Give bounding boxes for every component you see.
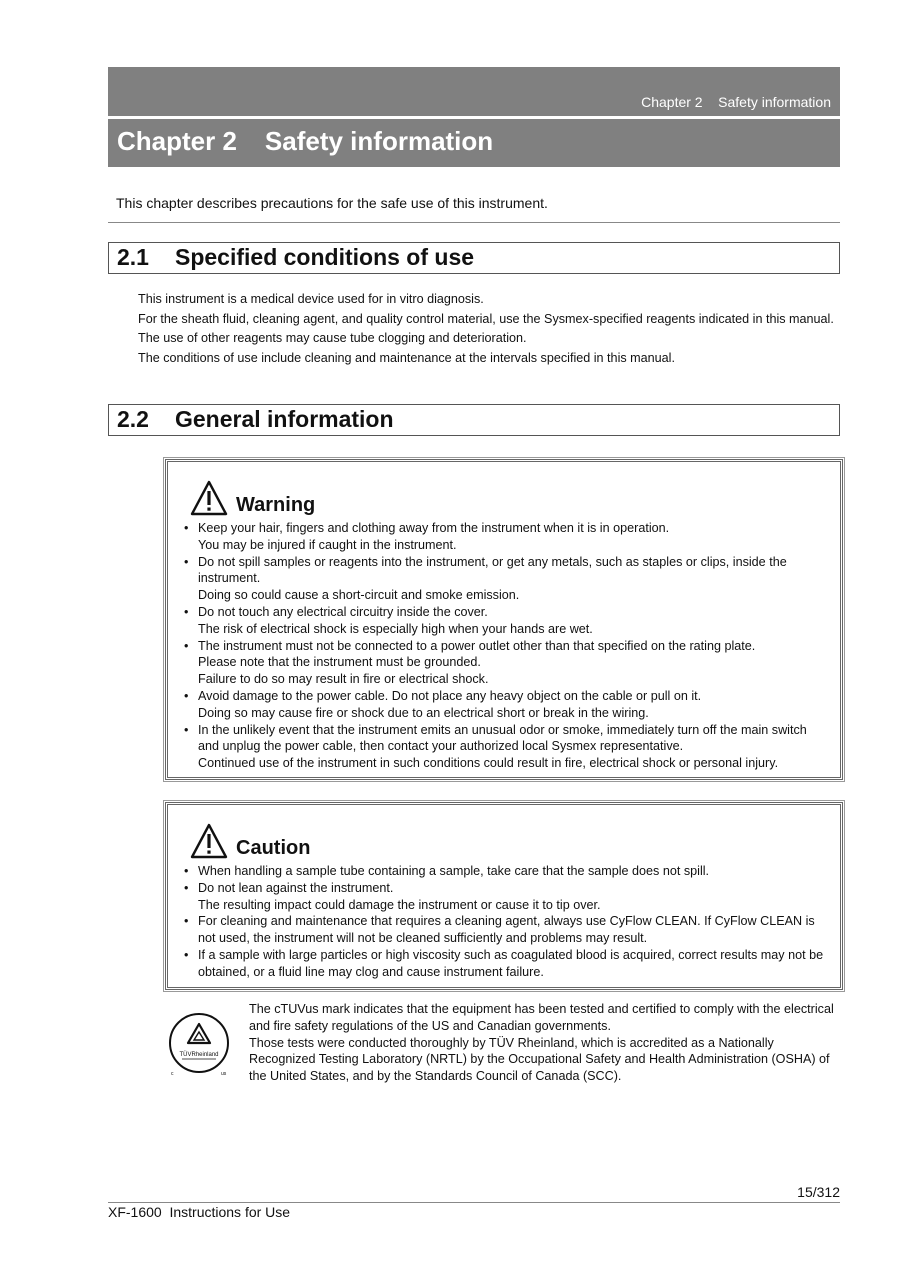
list-item: • Avoid damage to the power cable. Do not place any heavy object on the cable or pull on it. Doing so may cause fire or shock due to an electrical short or break in the wiring. [182,688,830,722]
warning-list [182,520,830,772]
section-number: 2.2 [117,406,149,432]
paragraph: This instrument is a medical device used for in vitro diagnosis. [138,292,484,306]
running-header [108,67,840,116]
page-number: 15/312 [797,1184,840,1200]
section-title: Specified conditions of use [175,244,475,270]
chapter-heading [108,119,840,167]
section-2-1-body [138,290,840,369]
warning-label: Warning [236,494,316,516]
list-item: • For cleaning and maintenance that requires a cleaning agent, always use CyFlow CLEAN. If CyFlow CLEAN is not used, the instrument will not be cleaned sufficiently and problems may result. [182,913,830,947]
paragraph: The cTUVus mark indicates that the equipment has been tested and certified to comply with the electrical and fire safety regulations of the US and Canadian governments. [249,1002,834,1033]
footer-divider [108,1202,840,1203]
chapter-intro: This chapter describes precautions for the safe use of this instrument. [116,195,548,211]
list-item: • Do not lean against the instrument. The resulting impact could damage the instrument or cause it to tip over. [182,880,830,914]
section-heading-2-1 [108,242,840,274]
list-item: • If a sample with large particles or high viscosity such as coagulated blood is acquired, correct results may not be obtained, or a fluid line may clog and cause instrument failure. [182,947,830,981]
section-title: General information [175,406,394,432]
warning-title [190,474,315,516]
paragraph: Those tests were conducted thoroughly by TÜV Rheinland, which is accredited as a Nationally Recognized Testing Laboratory (NRTL) by the Occupational Safety and Health Administration (OSHA) of the United States, and by the Standards Council of Canada (SCC). [249,1035,830,1084]
running-header-text [641,94,831,110]
warning-box [165,459,843,780]
warning-triangle-icon [190,480,228,516]
certification-text [249,1001,839,1085]
caution-list [182,863,830,981]
caution-box [165,802,843,990]
list-item: • When handling a sample tube containing a sample, take care that the sample does not spill. [182,863,830,880]
running-chapter: Chapter 2 [641,94,703,110]
running-title: Safety information [718,94,831,110]
list-item: • The instrument must not be connected to a power outlet other than that specified on the rating plate. Please note that the instrument must be grounded. Failure to do so may result in fire or electrical shock. [182,638,830,688]
chapter-title: Safety information [264,126,494,156]
list-item: • Do not touch any electrical circuitry inside the cover. The risk of electrical shock is especially high when your hands are wet. [182,604,830,638]
footer-document-title: XF-1600 Instructions for Use [108,1204,291,1220]
ctuvus-mark-icon [168,1012,230,1076]
list-item: • In the unlikely event that the instrument emits an unusual odor or smoke, immediately turn off the main switch and unplug the power cable, then contact your authorized local Sysmex representative. Continued use of the instrument in such conditions could result in fire, electrical shock or personal injury. [182,722,830,772]
section-heading-2-2 [108,404,840,436]
caution-triangle-icon [190,823,228,859]
list-item: • Keep your hair, fingers and clothing away from the instrument when it is in operation. You may be injured if caught in the instrument. [182,520,830,554]
intro-divider [108,222,840,223]
caution-title [190,817,310,859]
ctuvus-mark-text: TÜVRheinland [179,1052,219,1058]
list-item: • Do not spill samples or reagents into the instrument, or get any metals, such as staples or clips, inside the instrument. Doing so could cause a short-circuit and smoke emission. [182,554,830,604]
caution-label: Caution [236,837,311,859]
paragraph: The conditions of use include cleaning and maintenance at the intervals specified in this manual. [138,351,675,366]
paragraph: For the sheath fluid, cleaning agent, and quality control material, use the Sysmex-specified reagents indicated in this manual. The use of other reagents may cause tube clogging and deterioration. [138,311,834,346]
section-number: 2.1 [117,244,149,270]
chapter-number: Chapter 2 [117,126,237,156]
ctuvus-mark-c: c [171,1071,174,1076]
ctuvus-mark-us: us [221,1071,227,1076]
